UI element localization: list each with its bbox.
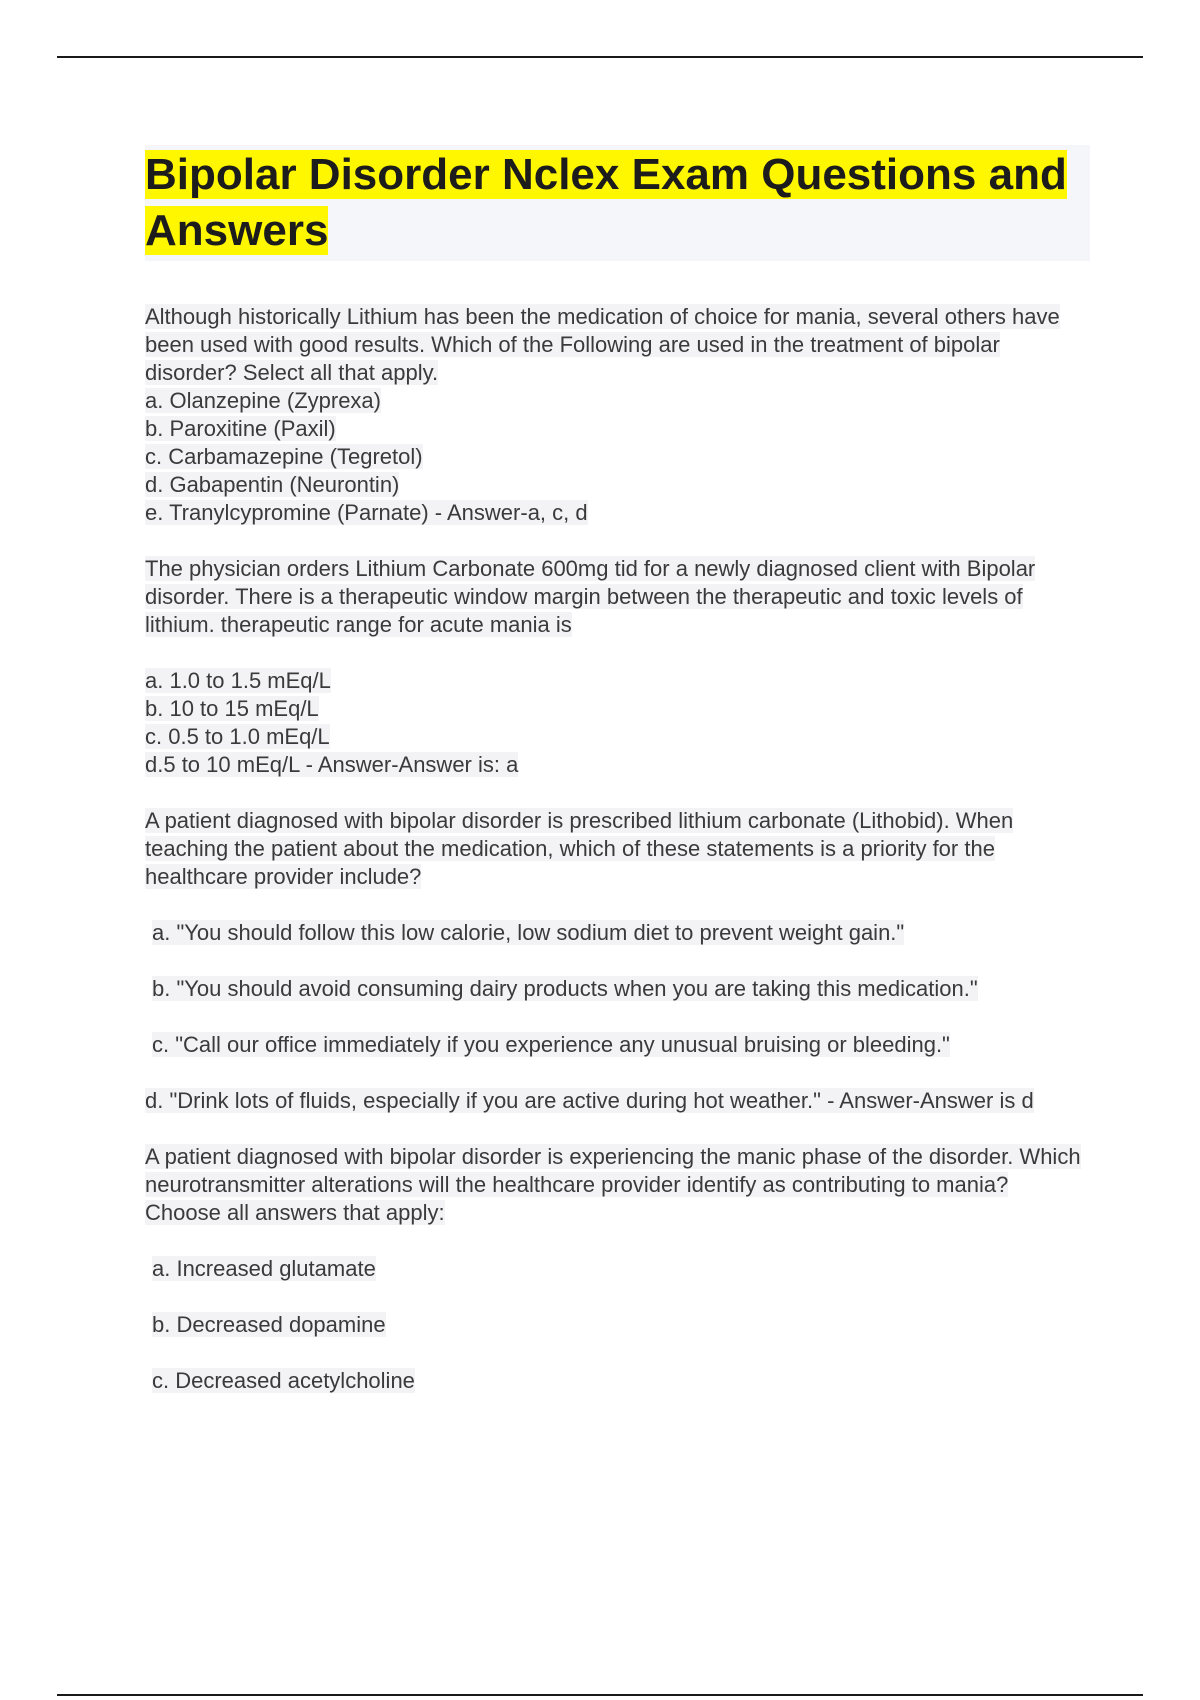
question-2-option-d: d.5 to 10 mEq/L - Answer-Answer is: a xyxy=(145,752,519,777)
top-rule xyxy=(57,56,1143,58)
question-4-option-b: b. Decreased dopamine xyxy=(152,1312,386,1337)
question-4-option-a: a. Increased glutamate xyxy=(152,1256,376,1281)
question-1 xyxy=(145,303,1090,527)
bottom-rule xyxy=(57,1694,1143,1696)
question-1-option-c: c. Carbamazepine (Tegretol) xyxy=(145,444,423,469)
question-3-option-c: c. "Call our office immediately if you experience any unusual bruising or bleeding." xyxy=(152,1032,950,1057)
question-3-prompt: A patient diagnosed with bipolar disorder is prescribed lithium carbonate (Lithobid). When teaching the patient about the medication, which of these statements is a priority for the healthcare provider include? xyxy=(145,808,1014,889)
title-highlight: Bipolar Disorder Nclex Exam Questions and Answers xyxy=(145,150,1067,255)
question-3-option-a: a. "You should follow this low calorie, low sodium diet to prevent weight gain." xyxy=(152,920,905,945)
title-block xyxy=(145,145,1090,261)
document-body xyxy=(145,145,1090,1395)
question-1-option-d: d. Gabapentin (Neurontin) xyxy=(145,472,400,497)
question-4 xyxy=(145,1143,1090,1395)
page-title xyxy=(145,147,1090,259)
question-2-option-a: a. 1.0 to 1.5 mEq/L xyxy=(145,668,331,693)
question-1-prompt: Although historically Lithium has been the medication of choice for mania, several others have been used with good results. Which of the Following are used in the treatment of bipolar disorder? Select all that apply. xyxy=(145,304,1060,385)
question-3-option-b: b. "You should avoid consuming dairy products when you are taking this medication." xyxy=(152,976,978,1001)
question-3-option-d: d. "Drink lots of fluids, especially if you are active during hot weather." - Answer-Answer is d xyxy=(145,1088,1034,1113)
question-2-option-c: c. 0.5 to 1.0 mEq/L xyxy=(145,724,330,749)
question-4-option-c: c. Decreased acetylcholine xyxy=(152,1368,415,1393)
question-2-prompt: The physician orders Lithium Carbonate 600mg tid for a newly diagnosed client with Bipolar disorder. There is a therapeutic window margin between the therapeutic and toxic levels of lithium. therapeutic range for acute mania is xyxy=(145,556,1036,637)
question-1-option-a: a. Olanzepine (Zyprexa) xyxy=(145,388,381,413)
question-4-prompt: A patient diagnosed with bipolar disorder is experiencing the manic phase of the disorder. Which neurotransmitter alterations will the healthcare provider identify as contributing to mania? Choose all answers that apply: xyxy=(145,1144,1081,1225)
question-1-option-b: b. Paroxitine (Paxil) xyxy=(145,416,336,441)
question-2 xyxy=(145,555,1090,779)
question-3 xyxy=(145,807,1090,1115)
question-1-option-e: e. Tranylcypromine (Parnate) - Answer-a, c, d xyxy=(145,500,588,525)
question-2-option-b: b. 10 to 15 mEq/L xyxy=(145,696,319,721)
